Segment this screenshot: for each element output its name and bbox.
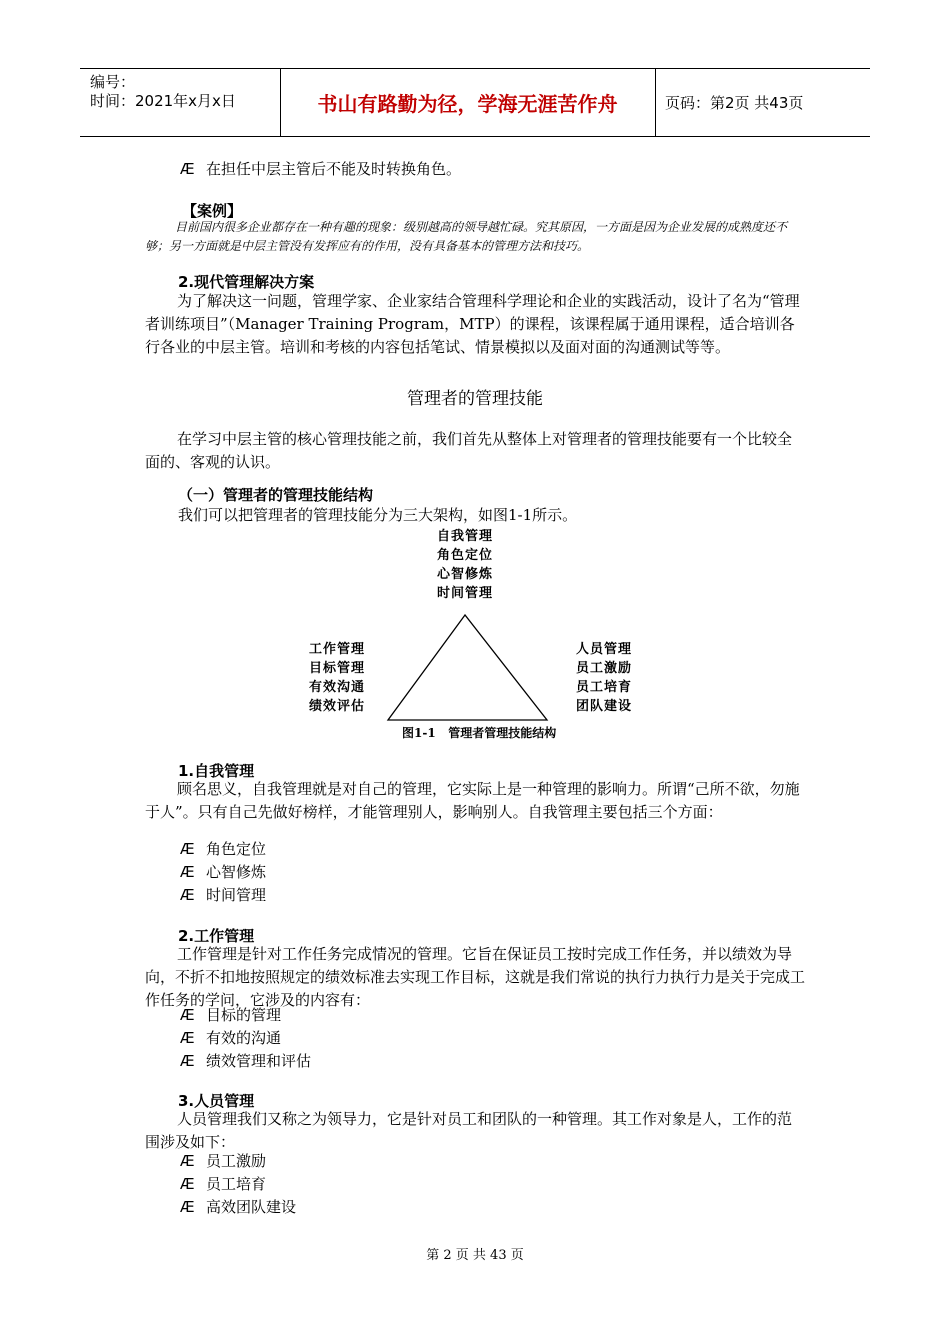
figure-right-title: 人员管理 (576, 642, 633, 657)
figure-right-item: 团队建设 (576, 699, 633, 714)
header-divider-right (655, 68, 656, 136)
header-page-label: 页码：第2页 共43页 (665, 94, 804, 112)
bullet-mark: Æ (180, 1152, 195, 1170)
bullet-text: 员工培育 (206, 1175, 267, 1193)
bullet-text: 员工激励 (206, 1152, 267, 1170)
bullet-mark: Æ (180, 1198, 195, 1216)
document-number-label: 编号： (90, 73, 136, 91)
figure-right-item: 员工培育 (576, 680, 633, 695)
people-management-title: 3.人员管理 (178, 1092, 255, 1110)
work-management-text: 工作管理是针对工作任务完成情况的管理。它旨在保证员工按时完成工作任务，并以绩效为导向，不折不扣地按照规定的绩效标准去实现工作目标，这就是我们常说的执行力执行力是关于完成工作任务的学问，它涉及的内容有： (145, 945, 806, 1009)
bullet-mark: Æ (180, 1029, 195, 1047)
bullet-item (180, 884, 266, 907)
bullet-text: 在担任中层主管后不能及时转换角色。 (206, 160, 462, 178)
figure-top-item: 心智修炼 (437, 567, 494, 582)
figure-top-item: 角色定位 (437, 548, 494, 563)
bullet-item (180, 1050, 311, 1073)
bullet-item (180, 1004, 281, 1027)
self-management-text: 顾名思义，自我管理就是对自己的管理，它实际上是一种管理的影响力。所谓“己所不欲，勿施于人”。只有自己先做好榜样，才能管理别人，影响别人。自我管理主要包括三个方面： (145, 780, 800, 821)
header-motto: 书山有路勤为径，学海无涯苦作舟 (317, 92, 618, 116)
header-top-rule (80, 68, 870, 69)
structure-title: （一）管理者的管理技能结构 (178, 486, 374, 504)
work-management-title: 2.工作管理 (178, 927, 255, 945)
bullet-item (180, 1150, 266, 1173)
case-text: 目前国内很多企业都存在一种有趣的现象：级别越高的领导越忙碌。究其原因，一方面是因为企业发展的成熟度还不够；另一方面就是中层主管没有发挥应有的作用，没有具备基本的管理方法和技巧。 (145, 220, 788, 253)
figure-right-item: 员工激励 (576, 661, 633, 676)
figure-top-title: 自我管理 (437, 529, 494, 544)
page-footer: 第 2 页 共 43 页 (426, 1248, 524, 1263)
bullet-text: 时间管理 (206, 886, 267, 904)
bullet-mark: Æ (180, 840, 195, 858)
bullet-text: 角色定位 (206, 840, 267, 858)
figure-triangle (380, 610, 560, 725)
bullet-item (180, 1196, 296, 1219)
figure-left-item: 有效沟通 (309, 680, 366, 695)
case-title: 【案例】 (182, 202, 243, 220)
figure-left-item: 绩效评估 (309, 699, 366, 714)
bullet-text: 目标的管理 (206, 1006, 282, 1024)
figure-top-labels (437, 527, 493, 603)
bullet-item (180, 861, 266, 884)
figure-right-labels (576, 640, 632, 716)
bullet-mark: Æ (180, 863, 195, 881)
bullet-mark: Æ (180, 886, 195, 904)
bullet-mark: Æ (180, 1052, 195, 1070)
header-bottom-rule (80, 136, 870, 137)
figure-left-item: 目标管理 (309, 661, 366, 676)
bullet-item (180, 158, 461, 181)
figure-caption: 图1-1 管理者管理技能结构 (402, 726, 557, 740)
bullet-mark: Æ (180, 1175, 195, 1193)
bullet-item (180, 838, 266, 861)
section-intro: 在学习中层主管的核心管理技能之前，我们首先从整体上对管理者的管理技能要有一个比较全面的、客观的认识。 (145, 430, 793, 471)
bullet-item (180, 1027, 281, 1050)
bullet-text: 有效的沟通 (206, 1029, 282, 1047)
figure-top-item: 时间管理 (437, 586, 494, 601)
section-title: 管理者的管理技能 (407, 389, 543, 409)
bullet-text: 心智修炼 (206, 863, 267, 881)
solution-text: 为了解决这一问题，管理学家、企业家结合管理科学理论和企业的实践活动，设计了名为“管理者训练项目”（Manager Training Program，MTP）的课程，该课程属于通用课程，适合培训各行各业的中层主管。培训和考核的内容包括笔试、情景模拟以及面对面的沟通测试等等。 (145, 292, 800, 356)
figure-left-title: 工作管理 (309, 642, 366, 657)
people-management-text: 人员管理我们又称之为领导力，它是针对员工和团队的一种管理。其工作对象是人，工作的范围涉及如下： (145, 1110, 793, 1151)
solution-title: 2.现代管理解决方案 (178, 273, 315, 291)
bullet-text: 高效团队建设 (206, 1198, 297, 1216)
figure-left-labels (309, 640, 365, 716)
structure-text: 我们可以把管理者的管理技能分为三大架构，如图1-1所示。 (178, 506, 578, 524)
document-date-label: 时间：2021年x月x日 (90, 92, 236, 110)
bullet-item (180, 1173, 266, 1196)
bullet-mark: Æ (180, 160, 195, 178)
bullet-text: 绩效管理和评估 (206, 1052, 312, 1070)
self-management-title: 1.自我管理 (178, 762, 255, 780)
bullet-mark: Æ (180, 1006, 195, 1024)
